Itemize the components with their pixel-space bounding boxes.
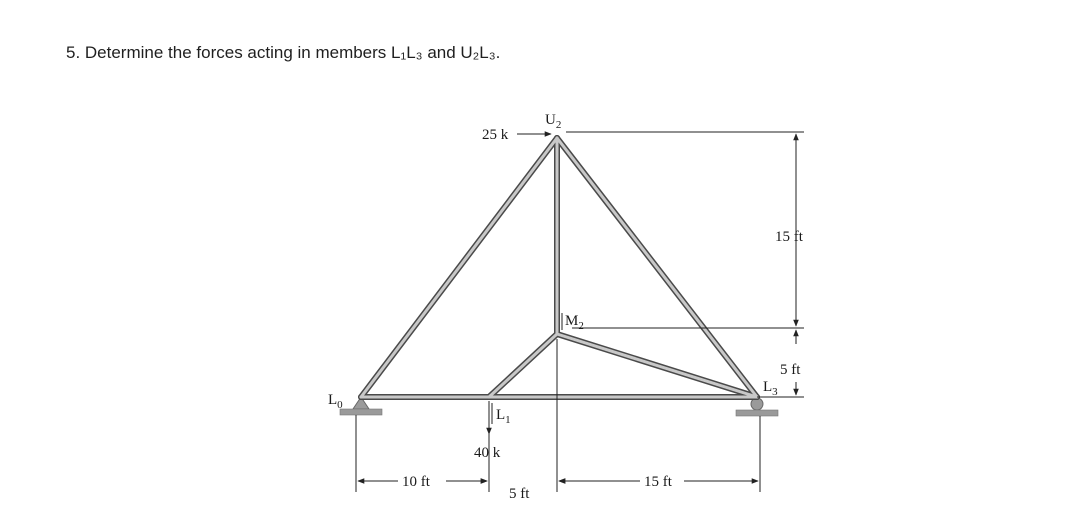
node-label-u2: $U_2$ <box>545 112 562 131</box>
node-label-l3: $L_3$ <box>763 379 778 398</box>
load-label-25k: 25 k <box>482 127 509 143</box>
node-label-l1: $L_1$ <box>496 407 511 426</box>
dim-label-5ft-vertical: 5 ft <box>780 362 801 378</box>
dim-label-15ft-vertical: 15 ft <box>775 229 803 245</box>
problem-statement: 5. Determine the forces acting in members L₁L₃ and U₂L₃. <box>66 43 501 62</box>
dim-label-15ft: 15 ft <box>644 474 672 490</box>
dim-label-5ft: 5 ft <box>509 486 530 502</box>
node-label-m2: $M_2$ <box>565 313 584 332</box>
node-label-l0: $L_0$ <box>328 392 343 411</box>
load-label-40k: 40 k <box>474 445 501 461</box>
truss-members <box>361 138 757 397</box>
right-roller-support <box>736 398 778 416</box>
dim-label-10ft: 10 ft <box>402 474 430 490</box>
